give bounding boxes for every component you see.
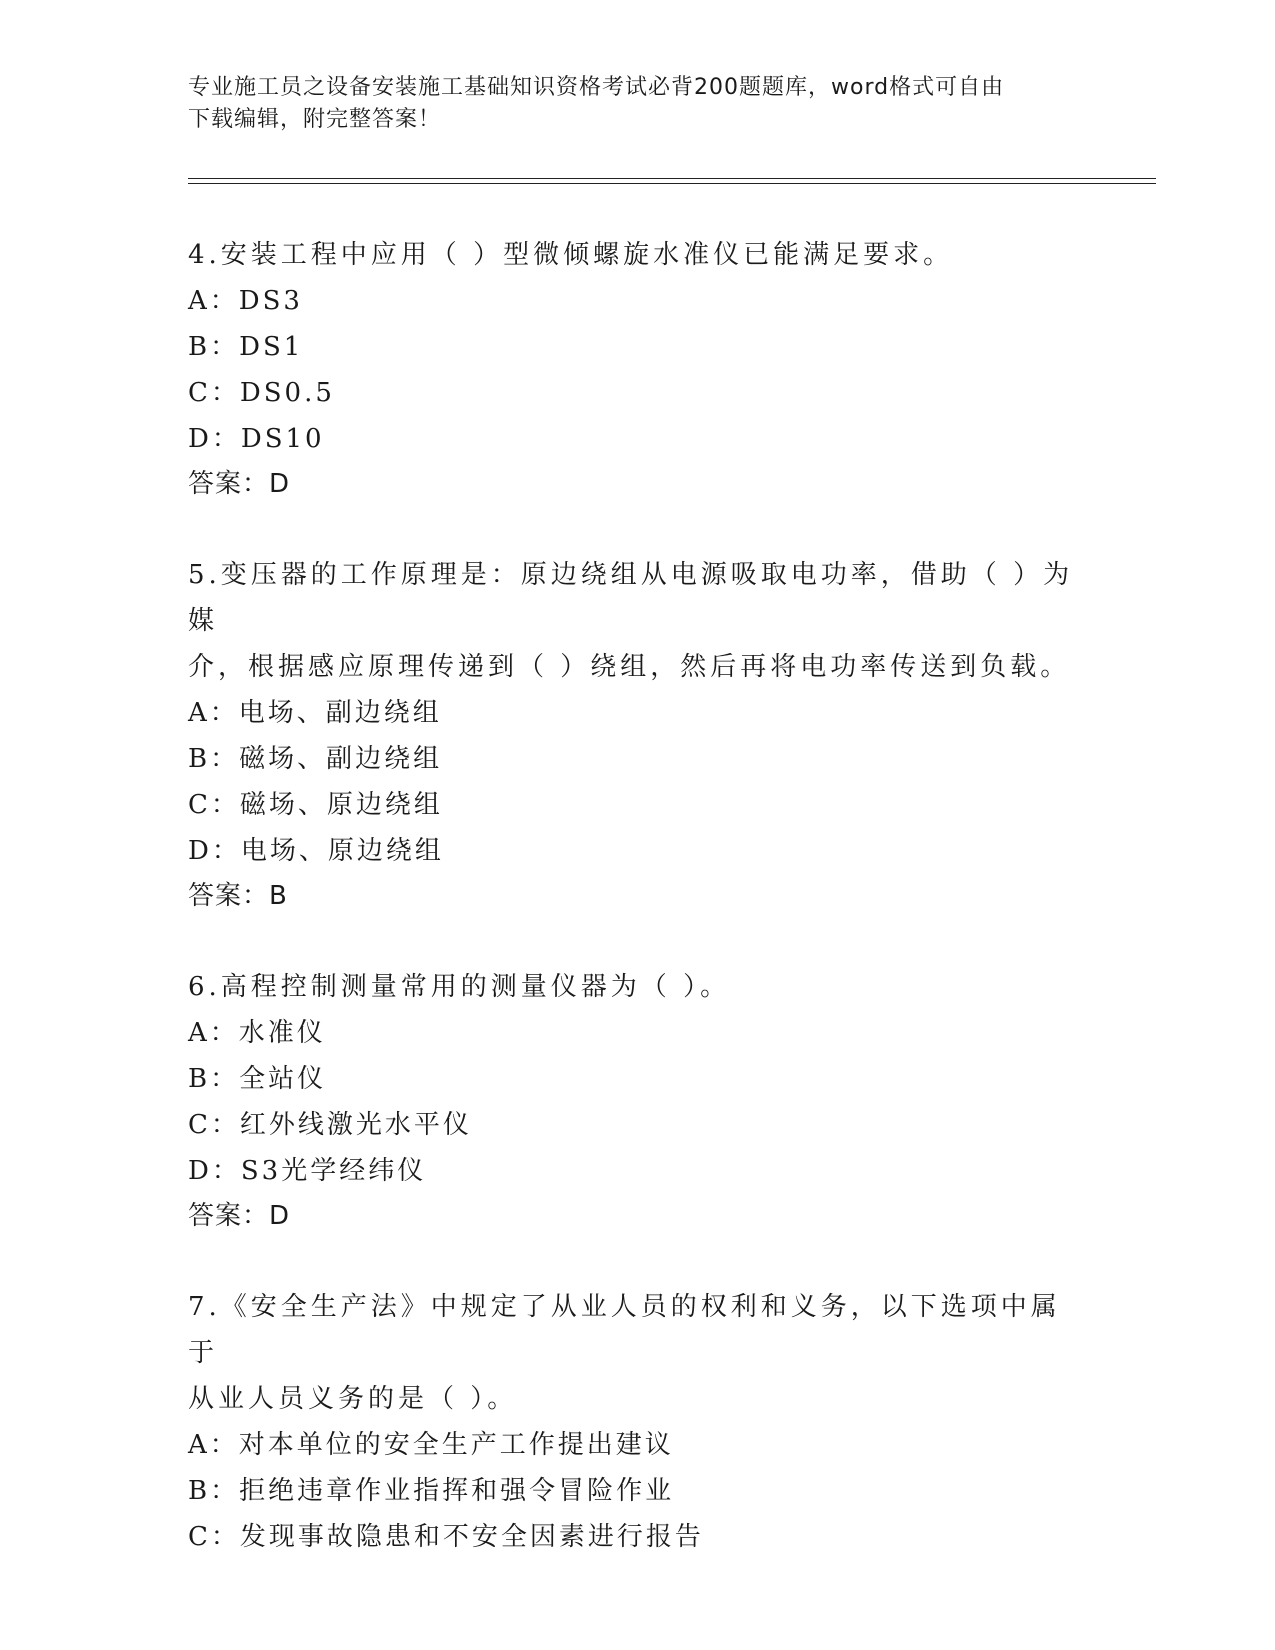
question-stem: 4.安装工程中应用（ ）型微倾螺旋水准仪已能满足要求。 — [188, 240, 954, 270]
question-list — [188, 232, 1088, 1606]
answer: 答案：D — [188, 469, 291, 499]
question-4 — [188, 232, 1088, 506]
option-a: A：DS3 — [188, 286, 303, 316]
option-d: D：DS10 — [188, 424, 325, 454]
question-stem-continued: 从业人员义务的是（ ）。 — [188, 1384, 518, 1414]
header-divider-bottom — [188, 183, 1156, 184]
header-line-2: 下载编辑，附完整答案！ — [188, 107, 442, 132]
option-c: C：DS0.5 — [188, 378, 335, 408]
option-a: A：水准仪 — [188, 1018, 326, 1048]
option-c: C：红外线激光水平仪 — [188, 1110, 472, 1140]
question-stem-continued: 介，根据感应原理传递到（ ）绕组，然后再将电功率传送到负载。 — [188, 652, 1071, 682]
option-b: B：全站仪 — [188, 1064, 327, 1094]
option-b: B：拒绝违章作业指挥和强令冒险作业 — [188, 1476, 675, 1506]
question-6 — [188, 964, 1088, 1238]
option-d: D：电场、原边绕组 — [188, 836, 444, 866]
header-line-1: 专业施工员之设备安装施工基础知识资格考试必背200题题库，word格式可自由 — [188, 75, 1005, 100]
option-c: C：磁场、原边绕组 — [188, 790, 443, 820]
document-header — [188, 72, 1068, 136]
question-5 — [188, 552, 1088, 918]
option-c: C：发现事故隐患和不安全因素进行报告 — [188, 1522, 704, 1552]
question-stem: 7.《安全生产法》中规定了从业人员的权利和义务，以下选项中属于 — [188, 1292, 1061, 1368]
answer: 答案：B — [188, 881, 288, 911]
option-a: A：对本单位的安全生产工作提出建议 — [188, 1430, 674, 1460]
option-b: B：磁场、副边绕组 — [188, 744, 443, 774]
option-b: B：DS1 — [188, 332, 304, 362]
header-divider-top — [188, 178, 1156, 179]
question-7 — [188, 1284, 1088, 1560]
option-a: A：电场、副边绕组 — [188, 698, 442, 728]
question-stem: 5.变压器的工作原理是：原边绕组从电源吸取电功率，借助（ ）为媒 — [188, 560, 1074, 636]
answer: 答案：D — [188, 1201, 291, 1231]
question-stem: 6.高程控制测量常用的测量仪器为（ ）。 — [188, 972, 731, 1002]
option-d: D：S3光学经纬仪 — [188, 1156, 427, 1186]
